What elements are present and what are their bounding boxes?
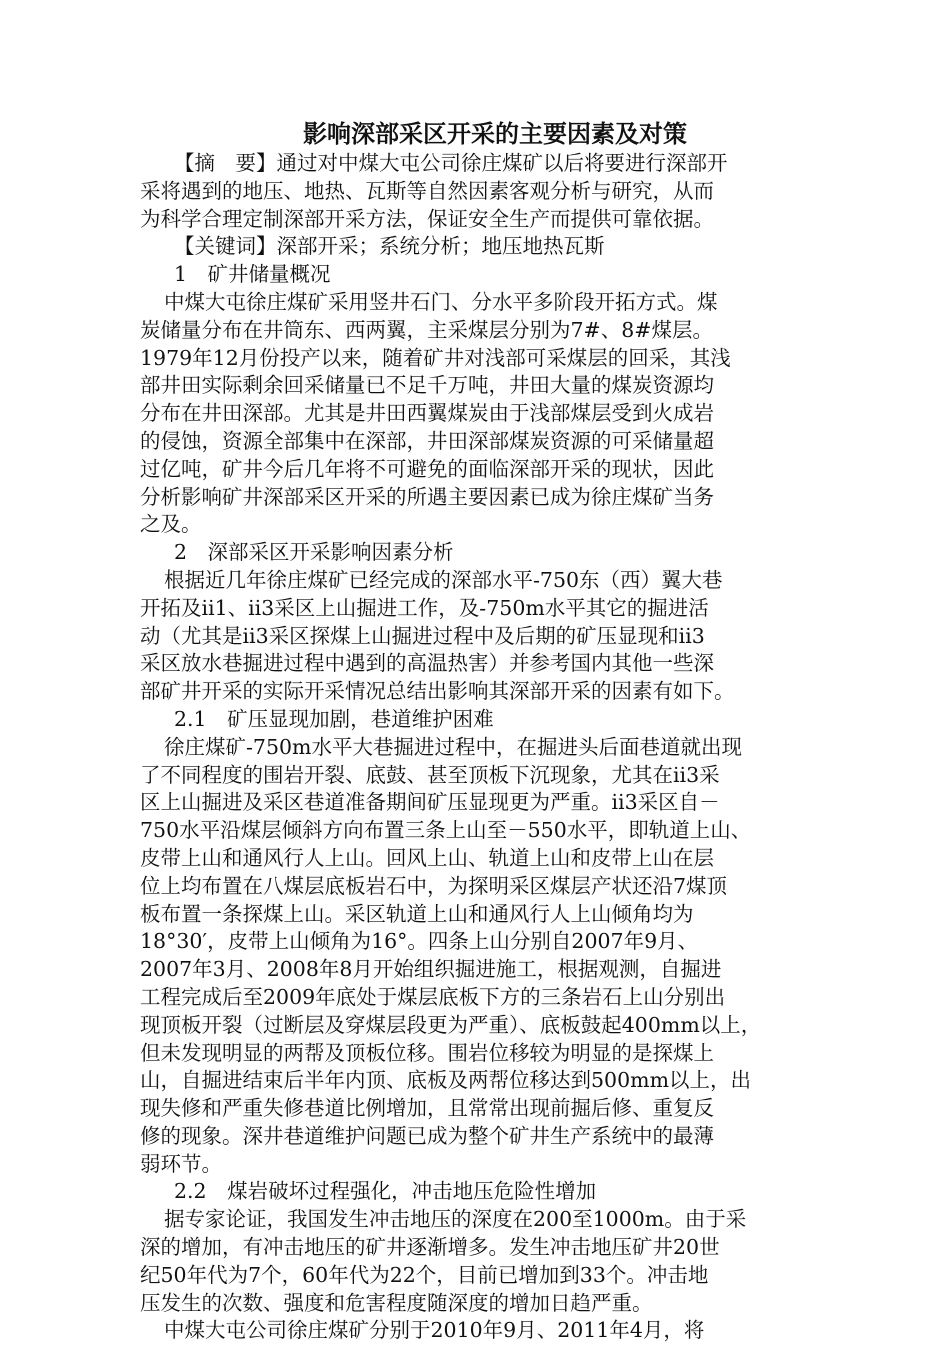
text-line: 中煤大屯徐庄煤矿采用竖井石门、分水平多阶段开拓方式。煤 — [164, 289, 718, 314]
text-line: 采将遇到的地压、地热、瓦斯等自然因素客观分析与研究，从而 — [140, 178, 714, 203]
text-line: 位上均布置在八煤层底板岩石中，为探明采区煤层产状还沿7煤顶 — [140, 873, 728, 898]
text-line: 的侵蚀，资源全部集中在深部，井田深部煤炭资源的可采储量超 — [140, 428, 714, 453]
text-line: 2007年3月、2008年8月开始组织掘进施工，根据观测，自掘进 — [140, 957, 722, 982]
text-line: 动（尤其是ⅱ3采区探煤上山掘进过程中及后期的矿压显现和ⅱ3 — [140, 623, 705, 648]
text-line: 18°30′，皮带上山倾角为16°。四条上山分别自2007年9月、 — [140, 929, 699, 954]
text-line: 弱环节。 — [140, 1151, 222, 1176]
text-line: 了不同程度的围岩开裂、底鼓、甚至顶板下沉现象，尤其在ⅱ3采 — [140, 762, 720, 787]
text-line: 开拓及ⅱ1、ⅱ3采区上山掘进工作，及-750m水平其它的掘进活 — [140, 595, 709, 620]
document-body — [140, 150, 820, 1345]
text-line: 过亿吨，矿井今后几年将不可避免的面临深部开采的现状，因此 — [140, 456, 714, 481]
text-line: 现失修和严重失修巷道比例增加，且常常出现前掘后修、重复反 — [140, 1096, 714, 1121]
text-line: 2.1 矿压显现加剧，巷道维护困难 — [174, 706, 494, 731]
text-line: 纪50年代为7个，60年代为22个，目前已增加到33个。冲击地 — [140, 1262, 709, 1287]
document-title: 影响深部采区开采的主要因素及对策 — [303, 119, 687, 148]
text-line: 分析影响矿井深部采区开采的所遇主要因素已成为徐庄煤矿当务 — [140, 484, 714, 509]
text-line: 【摘 要】通过对中煤大屯公司徐庄煤矿以后将要进行深部开 — [174, 151, 728, 175]
text-line: 【关键词】深部开采；系统分析；地压地热瓦斯 — [174, 234, 605, 259]
text-line: 750水平沿煤层倾斜方向布置三条上山至－550水平，即轨道上山、 — [140, 818, 752, 843]
text-line: 炭储量分布在井筒东、西两翼，主采煤层分别为7#、8#煤层。 — [140, 317, 713, 342]
text-line: 深的增加，有冲击地压的矿井逐渐增多。发生冲击地压矿井20世 — [140, 1235, 720, 1260]
text-line: 但未发现明显的两帮及顶板位移。围岩位移较为明显的是探煤上 — [140, 1040, 714, 1065]
text-line: 工程完成后至2009年底处于煤层底板下方的三条岩石上山分别出 — [140, 984, 726, 1009]
text-line: 板布置一条探煤上山。采区轨道上山和通风行人上山倾角均为 — [140, 901, 694, 926]
text-line: 部矿井开采的实际开采情况总结出影响其深部开采的因素有如下。 — [140, 679, 735, 704]
text-line: 现顶板开裂（过断层及穿煤层段更为严重）、底板鼓起400mm以上， — [140, 1012, 762, 1037]
text-line: 为科学合理定制深部开采方法，保证安全生产而提供可靠依据。 — [140, 206, 714, 231]
text-line: 1979年12月份投产以来，随着矿井对浅部可采煤层的回采，其浅 — [140, 345, 731, 370]
text-line: 修的现象。深井巷道维护问题已成为整个矿井生产系统中的最薄 — [140, 1123, 714, 1148]
text-line: 徐庄煤矿-750m水平大巷掘进过程中，在掘进头后面巷道就出现 — [164, 734, 742, 759]
text-line: 采区放水巷掘进过程中遇到的高温热害）并参考国内其他一些深 — [140, 651, 714, 676]
text-line: 2 深部采区开采影响因素分析 — [174, 540, 454, 565]
text-line: 分布在井田深部。尤其是井田西翼煤炭由于浅部煤层受到火成岩 — [140, 401, 714, 426]
text-line: 中煤大屯公司徐庄煤矿分别于2010年9月、2011年4月，将 — [164, 1318, 705, 1343]
text-line: 2.2 煤岩破坏过程强化，冲击地压危险性增加 — [174, 1179, 597, 1204]
text-line: 据专家论证，我国发生冲击地压的深度在200至1000m。由于采 — [164, 1207, 747, 1232]
text-line: 根据近几年徐庄煤矿已经完成的深部水平-750东（西）翼大巷 — [164, 567, 723, 592]
text-line: 1 矿井储量概况 — [174, 262, 331, 287]
text-line: 区上山掘进及采区巷道准备期间矿压显现更为严重。ⅱ3采区自－ — [140, 790, 720, 815]
text-line: 压发生的次数、强度和危害程度随深度的增加日趋严重。 — [140, 1290, 653, 1315]
text-line: 之及。 — [140, 512, 202, 537]
text-line: 山，自掘进结束后半年内顶、底板及两帮位移达到500mm以上，出 — [140, 1068, 752, 1093]
text-line: 部井田实际剩余回采储量已不足千万吨，井田大量的煤炭资源均 — [140, 373, 714, 398]
text-line: 皮带上山和通风行人上山。回风上山、轨道上山和皮带上山在层 — [140, 845, 714, 870]
